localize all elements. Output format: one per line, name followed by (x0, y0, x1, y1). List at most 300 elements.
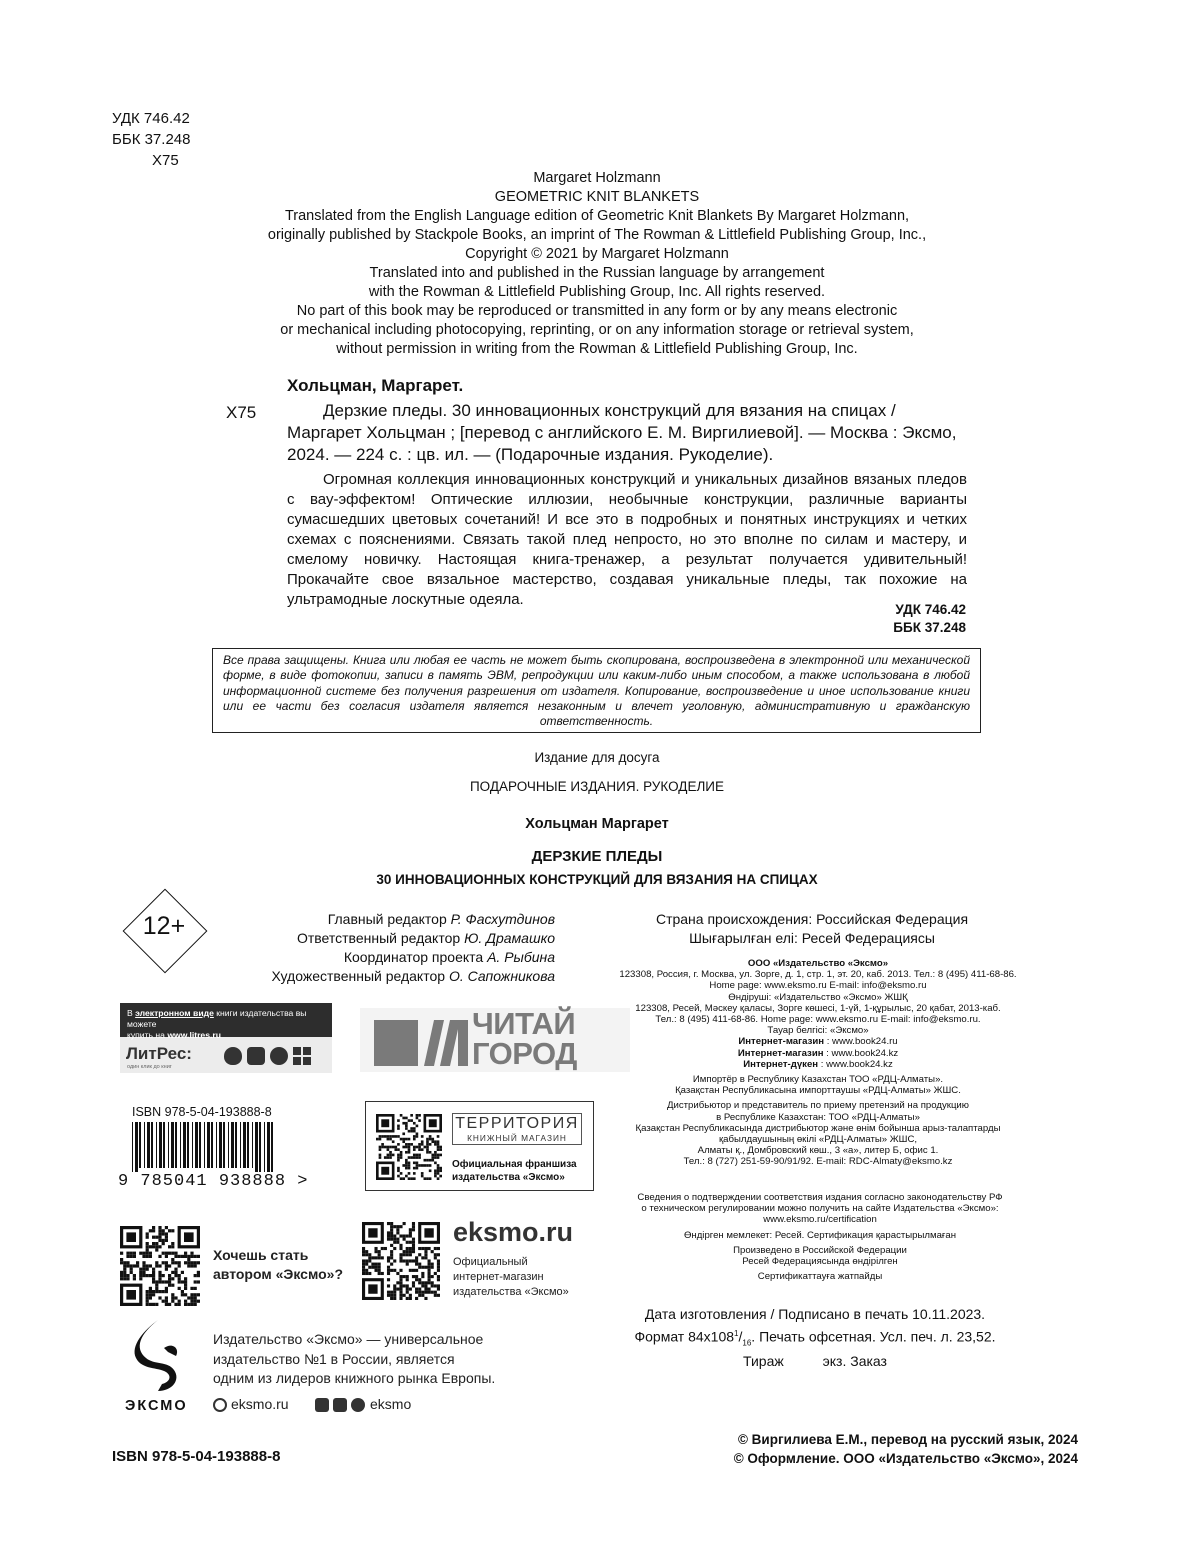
qr-module (429, 1138, 432, 1141)
qr-module (126, 1255, 129, 1258)
qr-module (408, 1148, 411, 1151)
qr-module (421, 1281, 424, 1284)
qr-module (126, 1264, 129, 1267)
chitai-gorod-logo (360, 1008, 630, 1072)
qr-module (413, 1177, 416, 1180)
qr-module (142, 1252, 145, 1255)
qr-module (409, 1294, 412, 1297)
qr-module (409, 1297, 412, 1300)
qr-module (130, 1264, 133, 1267)
online-shop (608, 1048, 1028, 1059)
qr-module (403, 1284, 406, 1287)
origin-country (612, 910, 1012, 948)
en-line: or mechanical including photocopying, reprinting, or on any information storage or retrieval system, (280, 322, 914, 338)
qr-module (187, 1258, 190, 1261)
qr-module (130, 1252, 133, 1255)
qr-module (437, 1169, 440, 1172)
qr-module (158, 1280, 161, 1283)
editor-role: Художественный редактор (271, 968, 446, 984)
qr-module (413, 1146, 416, 1149)
qr-module (402, 1138, 405, 1141)
qr-module (421, 1294, 424, 1297)
qr-module (120, 1252, 123, 1255)
qr-module (187, 1264, 190, 1267)
qr-module (437, 1275, 440, 1278)
qr-module (139, 1271, 142, 1274)
qr-module (416, 1154, 419, 1157)
qr-module (431, 1156, 434, 1159)
qr-module (190, 1300, 193, 1303)
qr-module (424, 1266, 427, 1269)
qr-module (120, 1277, 123, 1280)
qr-module (362, 1263, 365, 1266)
qr-module (171, 1229, 174, 1232)
editor-name: О. Сапожникова (448, 968, 555, 984)
qr-module (162, 1274, 165, 1277)
qr-module (381, 1146, 384, 1149)
qr-module (428, 1278, 431, 1281)
qr-module (418, 1119, 421, 1122)
qr-module (165, 1232, 168, 1235)
qr-module (387, 1256, 390, 1259)
become-author-qr-code (120, 1226, 200, 1306)
litres-promo-text (120, 1003, 332, 1040)
qr-module (184, 1300, 187, 1303)
qr-module (431, 1291, 434, 1294)
qr-module (126, 1277, 129, 1280)
barcode-bar (252, 1122, 253, 1168)
qr-module (365, 1250, 368, 1253)
qr-finder (184, 1232, 194, 1242)
qr-module (184, 1255, 187, 1258)
qr-module (178, 1277, 181, 1280)
qr-module (415, 1275, 418, 1278)
barcode-bar (204, 1122, 205, 1168)
qr-module (376, 1138, 379, 1141)
qr-module (408, 1156, 411, 1159)
qr-module (381, 1247, 384, 1250)
barcode-bar (156, 1122, 157, 1168)
qr-module (437, 1288, 440, 1291)
qr-module (431, 1266, 434, 1269)
qr-module (399, 1278, 402, 1281)
qr-module (123, 1271, 126, 1274)
qr-module (123, 1264, 126, 1267)
qr-module (406, 1297, 409, 1300)
importer: Импортёр в Республику Казахстан ТОО «РДЦ-Алматы». (692, 1074, 944, 1086)
format-text: Формат 84x108 (634, 1328, 735, 1345)
barcode-bar (171, 1122, 174, 1168)
qr-module (155, 1261, 158, 1264)
bbk-code: ББК 37.248 (112, 131, 191, 148)
qr-module (406, 1247, 409, 1250)
barcode-bar (192, 1122, 193, 1168)
qr-module (162, 1239, 165, 1242)
origin-kz: Шығарылған елі: Ресей Федерациясы (689, 930, 935, 946)
qr-module (428, 1272, 431, 1275)
qr-module (123, 1268, 126, 1271)
publisher-address: 123308, Россия, г. Москва, ул. Зорге, д. 1, стр. 1, эт. 20, каб. 2013. Тел.: 8 (495) 411-68-86. (619, 969, 1017, 981)
qr-module (378, 1250, 381, 1253)
barcode-bar (144, 1122, 145, 1168)
qr-module (437, 1164, 440, 1167)
cert-line: Ресей Федерациясында өндірілген (742, 1256, 898, 1268)
en-line: originally published by Stackpole Books, an imprint of The Rowman & Littlefield Publishing Group, Inc., (267, 227, 927, 243)
territory-qr-code (376, 1114, 442, 1180)
qr-module (393, 1241, 396, 1244)
qr-module (431, 1250, 434, 1253)
qr-module (155, 1280, 158, 1283)
author-line: автором «Эксмо»? (213, 1266, 344, 1282)
qr-module (421, 1275, 424, 1278)
qr-module (434, 1256, 437, 1259)
qr-module (384, 1247, 387, 1250)
qr-module (146, 1255, 149, 1258)
qr-module (387, 1156, 390, 1159)
qr-module (158, 1236, 161, 1239)
qr-module (387, 1234, 390, 1237)
qr-module (396, 1228, 399, 1231)
qr-module (437, 1284, 440, 1287)
chitai-gorod-wordmark (472, 1006, 577, 1071)
qr-module (428, 1281, 431, 1284)
qr-module (390, 1269, 393, 1272)
qr-module (390, 1291, 393, 1294)
qr-module (396, 1241, 399, 1244)
qr-module (181, 1290, 184, 1293)
qr-module (400, 1154, 403, 1157)
qr-module (412, 1238, 415, 1241)
litres-banner (120, 1003, 332, 1073)
qr-module (165, 1303, 168, 1306)
qr-module (402, 1164, 405, 1167)
editor-role: Ответственный редактор (296, 930, 461, 946)
qr-module (162, 1252, 165, 1255)
qr-module (146, 1242, 149, 1245)
qr-module (174, 1271, 177, 1274)
qr-module (406, 1234, 409, 1237)
qr-module (174, 1261, 177, 1264)
format-text: . Печать офсетная. Усл. печ. л. 23,52. (751, 1328, 996, 1345)
qr-module (390, 1253, 393, 1256)
qr-module (146, 1236, 149, 1239)
book-subtitle: 30 ИННОВАЦИОННЫХ КОНСТРУКЦИЙ ДЛЯ ВЯЗАНИЯ НА СПИЦАХ (376, 872, 818, 887)
qr-module (152, 1293, 155, 1296)
qr-module (412, 1222, 415, 1225)
qr-module (155, 1287, 158, 1290)
qr-module (120, 1271, 123, 1274)
qr-module (402, 1132, 405, 1135)
qr-module (362, 1253, 365, 1256)
qr-module (155, 1236, 158, 1239)
qr-module (374, 1250, 377, 1253)
qr-module (374, 1269, 377, 1272)
barcode-bar (259, 1122, 261, 1172)
qr-module (165, 1290, 168, 1293)
qr-module (133, 1255, 136, 1258)
qr-module (434, 1156, 437, 1159)
qr-finder (368, 1228, 377, 1237)
qr-finder (381, 1167, 389, 1175)
qr-module (120, 1274, 123, 1277)
qr-module (378, 1266, 381, 1269)
en-line: Translated into and published in the Russian language by arrangement (369, 265, 825, 281)
qr-module (158, 1255, 161, 1258)
qr-module (158, 1274, 161, 1277)
litres-text: книги издательства вы можете (127, 1008, 307, 1029)
qr-module (408, 1130, 411, 1133)
qr-module (374, 1263, 377, 1266)
qr-module (408, 1143, 411, 1146)
qr-module (149, 1274, 152, 1277)
qr-module (408, 1146, 411, 1149)
qr-module (123, 1274, 126, 1277)
qr-module (431, 1275, 434, 1278)
qr-module (139, 1274, 142, 1277)
catalog-code: Х75 (226, 403, 257, 422)
qr-module (155, 1248, 158, 1251)
qr-module (368, 1259, 371, 1262)
qr-module (158, 1232, 161, 1235)
qr-module (412, 1275, 415, 1278)
qr-module (406, 1284, 409, 1287)
qr-module (387, 1269, 390, 1272)
qr-module (384, 1135, 387, 1138)
qr-module (406, 1241, 409, 1244)
copyright-line: © Оформление. ООО «Издательство «Эксмо», 2024 (733, 1451, 1078, 1466)
qr-module (152, 1229, 155, 1232)
qr-module (146, 1290, 149, 1293)
qr-module (437, 1253, 440, 1256)
qr-module (378, 1256, 381, 1259)
qr-module (424, 1281, 427, 1284)
qr-module (362, 1269, 365, 1272)
barcode-bar (247, 1122, 249, 1168)
qr-module (412, 1250, 415, 1253)
qr-module (429, 1143, 432, 1146)
firefox-icon (270, 1047, 288, 1065)
qr-module (174, 1252, 177, 1255)
chitai-line: ГОРОД (472, 1036, 577, 1071)
print-info (620, 1305, 1010, 1371)
distributor: в Республике Казахстан: ТОО «РДЦ-Алматы» (716, 1111, 920, 1123)
qr-module (418, 1148, 421, 1151)
ok-icon (333, 1398, 347, 1412)
print-date: Дата изготовления / Подписано в печать 10.11.2023. (644, 1306, 986, 1322)
qr-module (165, 1236, 168, 1239)
barcode-bar (240, 1122, 241, 1168)
author-name: Хольцман Маргарет (525, 816, 669, 832)
qr-module (403, 1238, 406, 1241)
copyright-line: © Виргилиева Е.М., перевод на русский язык, 2024 (737, 1432, 1078, 1447)
qr-module (437, 1247, 440, 1250)
barcode-bar (175, 1122, 177, 1168)
cert-line: Произведено в Российской Федерации (733, 1244, 907, 1256)
eksmo-social: eksmo (370, 1396, 412, 1412)
qr-module (165, 1296, 168, 1299)
qr-module (439, 1167, 442, 1170)
qr-module (194, 1300, 197, 1303)
qr-module (400, 1114, 403, 1117)
qr-module (389, 1151, 392, 1154)
qr-module (437, 1278, 440, 1281)
qr-module (158, 1271, 161, 1274)
qr-module (158, 1245, 161, 1248)
territory-sub: КНИЖНЫЙ МАГАЗИН (467, 1133, 567, 1143)
format-sup: 1 (734, 1329, 739, 1338)
qr-module (168, 1274, 171, 1277)
editor-role: Главный редактор (327, 911, 447, 927)
qr-module (437, 1135, 440, 1138)
barcode-bar (235, 1122, 237, 1168)
qr-module (409, 1247, 412, 1250)
qr-module (197, 1271, 200, 1274)
qr-module (149, 1287, 152, 1290)
qr-module (396, 1281, 399, 1284)
qr-module (418, 1154, 421, 1157)
qr-module (149, 1245, 152, 1248)
territory-franchise (452, 1158, 577, 1184)
qr-module (405, 1162, 408, 1165)
qr-module (412, 1225, 415, 1228)
qr-module (418, 1263, 421, 1266)
qr-module (405, 1138, 408, 1141)
qr-module (130, 1271, 133, 1274)
qr-module (434, 1253, 437, 1256)
qr-module (410, 1119, 413, 1122)
qr-module (168, 1264, 171, 1267)
qr-module (152, 1271, 155, 1274)
qr-module (405, 1125, 408, 1128)
qr-module (194, 1293, 197, 1296)
qr-module (381, 1143, 384, 1146)
qr-module (406, 1278, 409, 1281)
qr-module (389, 1135, 392, 1138)
qr-module (146, 1248, 149, 1251)
qr-module (149, 1229, 152, 1232)
qr-module (133, 1252, 136, 1255)
qr-module (365, 1269, 368, 1272)
qr-module (152, 1226, 155, 1229)
qr-module (387, 1266, 390, 1269)
qr-module (426, 1148, 429, 1151)
qr-module (181, 1255, 184, 1258)
qr-module (392, 1140, 395, 1143)
qr-module (415, 1269, 418, 1272)
qr-module (190, 1296, 193, 1299)
barcode-bar (147, 1122, 150, 1168)
qr-module (194, 1303, 197, 1306)
qr-module (146, 1293, 149, 1296)
qr-module (181, 1280, 184, 1283)
qr-module (428, 1263, 431, 1266)
en-line: with the Rowman & Littlefield Publishing Group, Inc. All rights reserved. (368, 284, 826, 300)
qr-module (187, 1303, 190, 1306)
en-line: GEOMETRIC KNIT BLANKETS (494, 189, 700, 205)
about-line: Издательство «Эксмо» — универсальное (213, 1331, 484, 1347)
qr-module (429, 1151, 432, 1154)
qr-module (405, 1143, 408, 1146)
qr-module (194, 1296, 197, 1299)
print-run: Тираж экз. Заказ (743, 1353, 887, 1370)
qr-module (424, 1256, 427, 1259)
qr-module (426, 1151, 429, 1154)
qr-module (410, 1143, 413, 1146)
qr-module (415, 1288, 418, 1291)
qr-module (406, 1288, 409, 1291)
barcode-bar (243, 1122, 246, 1168)
qr-module (406, 1263, 409, 1266)
series-name: ПОДАРОЧНЫЕ ИЗДАНИЯ. РУКОДЕЛИЕ (469, 779, 725, 794)
qr-module (402, 1117, 405, 1120)
qr-module (155, 1290, 158, 1293)
qr-module (429, 1177, 432, 1180)
qr-module (405, 1164, 408, 1167)
qr-module (178, 1255, 181, 1258)
publisher-home: Home page: www.eksmo.ru E-mail: info@eksmo.ru (709, 980, 927, 992)
qr-module (413, 1167, 416, 1170)
qr-module (387, 1284, 390, 1287)
qr-module (402, 1146, 405, 1149)
qr-module (399, 1256, 402, 1259)
online-shop (608, 1059, 1028, 1070)
qr-finder (126, 1290, 136, 1300)
qr-module (139, 1277, 142, 1280)
qr-module (393, 1297, 396, 1300)
qr-module (152, 1242, 155, 1245)
barcode-bar (151, 1122, 153, 1168)
qr-module (409, 1259, 412, 1262)
publisher-name-text: ООО «Издательство «Эксмо» (747, 958, 889, 969)
qr-module (399, 1259, 402, 1262)
qr-module (410, 1127, 413, 1130)
telegram-icon (351, 1398, 365, 1412)
qr-module (155, 1303, 158, 1306)
qr-module (399, 1275, 402, 1278)
qr-module (142, 1271, 145, 1274)
qr-module (399, 1234, 402, 1237)
shop-label: Интернет-дүкен (743, 1058, 819, 1070)
qr-module (197, 1280, 200, 1283)
qr-module (421, 1148, 424, 1151)
qr-module (399, 1284, 402, 1287)
qr-module (434, 1162, 437, 1165)
qr-module (149, 1290, 152, 1293)
platform-icons (224, 1047, 311, 1065)
qr-module (413, 1172, 416, 1175)
qr-module (397, 1135, 400, 1138)
qr-module (416, 1162, 419, 1165)
qr-module (424, 1250, 427, 1253)
qr-module (178, 1264, 181, 1267)
qr-module (162, 1290, 165, 1293)
editor-role: Координатор проекта (343, 949, 484, 965)
editor-name: Р. Фасхутдинов (450, 911, 555, 927)
qr-module (146, 1232, 149, 1235)
qr-module (149, 1252, 152, 1255)
qr-module (396, 1272, 399, 1275)
desc-line: издательства «Эксмо» (453, 1286, 569, 1298)
qr-module (424, 1247, 427, 1250)
qr-module (387, 1231, 390, 1234)
qr-module (190, 1303, 193, 1306)
qr-module (133, 1274, 136, 1277)
author-line: Хочешь стать (213, 1247, 309, 1263)
qr-module (168, 1280, 171, 1283)
qr-module (184, 1287, 187, 1290)
distributor: Дистрибьютор и представитель по приему претензий на продукцию (667, 1100, 969, 1112)
qr-module (412, 1247, 415, 1250)
